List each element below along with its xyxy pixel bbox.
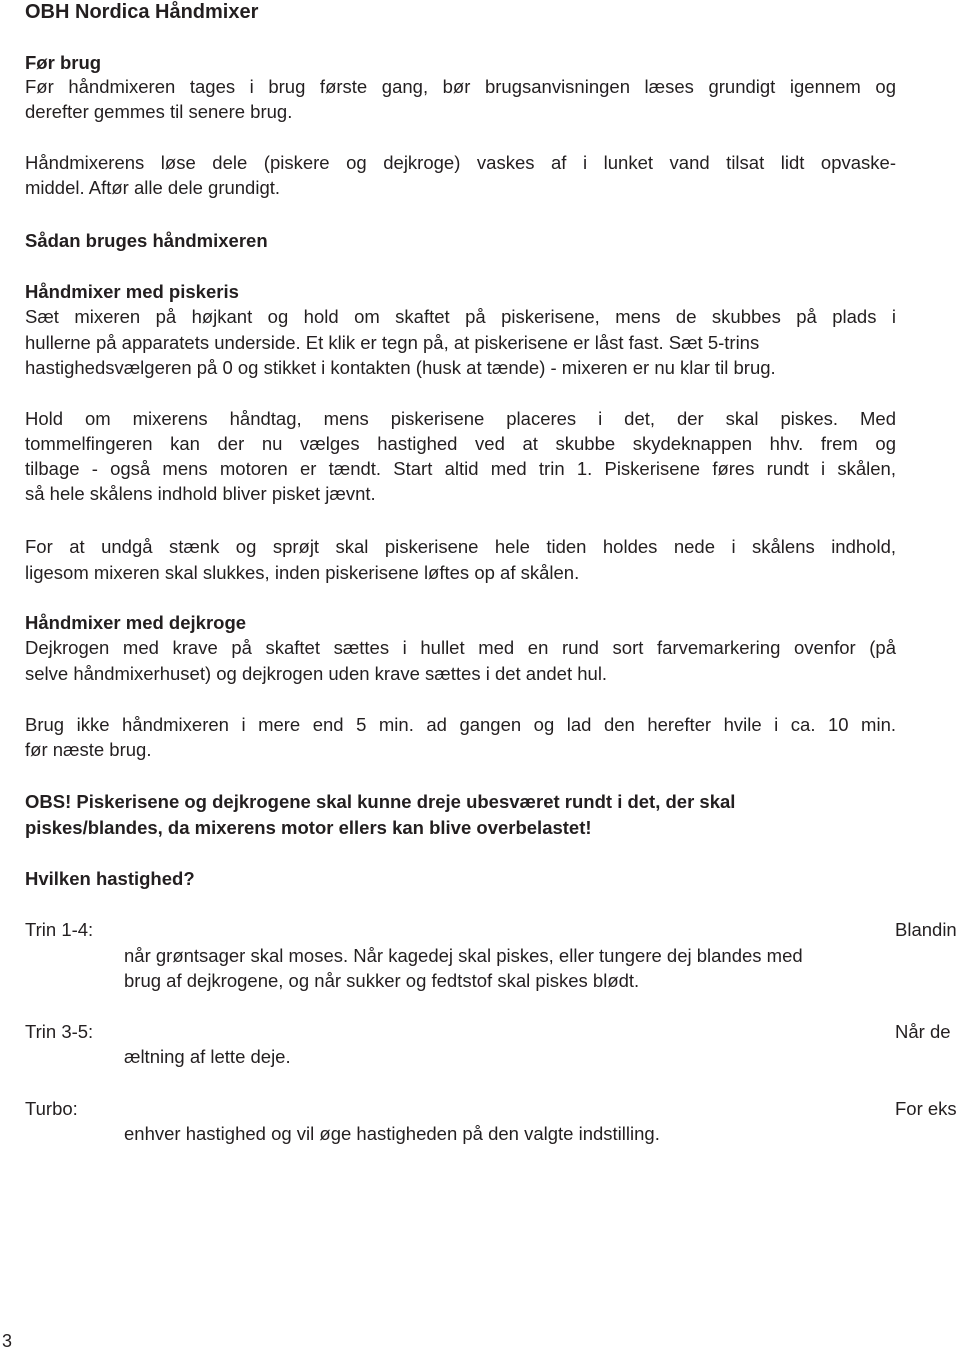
before-use-text: middel. Aftør alle dele grundigt. (25, 177, 281, 198)
speed-label: Trin 3-5: (25, 1021, 94, 1042)
whisk-text: Sæt mixeren på højkant og hold om skaftet på piskerisene, mens de skubbes på plads i (25, 306, 896, 327)
dough-heading: Håndmixer med dejkroge (25, 612, 247, 633)
before-use-text: Håndmixerens løse dele (piskere og dejkroge) vaskes af i lunket vand tilsat lidt opvaske- (25, 152, 896, 173)
speed-desc-clipped: Blandin (895, 919, 957, 940)
before-use-heading: Før brug (25, 52, 102, 73)
speed-desc: enhver hastighed og vil øge hastigheden på den valgte indstilling. (124, 1123, 660, 1144)
page-title: OBH Nordica Håndmixer (25, 1, 259, 23)
dough-text: Dejkrogen med krave på skaftet sættes i hullet med en rund sort farvemarkering ovenfor (på (25, 637, 896, 658)
speed-label: Turbo: (25, 1098, 78, 1119)
whisk-text: hastighedsvælgeren på 0 og stikket i kontakten (husk at tænde) - mixeren er nu klar til brug. (25, 357, 776, 378)
warning-text: piskes/blandes, da mixerens motor ellers kan blive overbelastet! (25, 817, 592, 838)
speed-label: Trin 1-4: (25, 919, 94, 940)
speed-desc: brug af dejkrogene, og når sukker og fedtstof skal piskes blødt. (124, 970, 640, 991)
warning-text: OBS! Piskerisene og dejkrogene skal kunne dreje ubesværet rundt i det, der skal (25, 791, 736, 812)
whisk-text: hullerne på apparatets underside. Et klik er tegn på, at piskerisene er låst fast. Sæt 5-trins (25, 332, 760, 353)
before-use-text: Før håndmixeren tages i brug første gang, bør brugsanvisningen læses grundigt igennem og (25, 76, 896, 97)
whisk-text: For at undgå stænk og sprøjt skal piskerisene hele tiden holdes nede i skålens indhold, (25, 536, 896, 557)
speed-desc-clipped: For eks (895, 1098, 957, 1119)
whisk-heading: Håndmixer med piskeris (25, 281, 239, 302)
dough-text: Brug ikke håndmixeren i mere end 5 min. ad gangen og lad den herefter hvile i ca. 10 min. (25, 714, 896, 735)
dough-text: før næste brug. (25, 739, 152, 760)
whisk-text: ligesom mixeren skal slukkes, inden piskerisene løftes op af skålen. (25, 562, 580, 583)
whisk-text: tilbage - også mens motoren er tændt. Start altid med trin 1. Piskerisene føres rundt i skålen, (25, 458, 896, 479)
usage-heading: Sådan bruges håndmixeren (25, 230, 268, 251)
speed-desc: når grøntsager skal moses. Når kagedej skal piskes, eller tungere dej blandes med (124, 945, 803, 966)
dough-text: selve håndmixerhuset) og dejkrogen uden krave sættes i det andet hul. (25, 663, 608, 684)
whisk-text: så hele skålens indhold bliver pisket jævnt. (25, 483, 376, 504)
before-use-text: derefter gemmes til senere brug. (25, 101, 293, 122)
page-number: 3 (2, 1331, 13, 1351)
whisk-text: Hold om mixerens håndtag, mens piskerisene placeres i det, der skal piskes. Med (25, 408, 896, 429)
whisk-text: tommelfingeren kan der nu vælges hastighed ved at skubbe skydeknappen hhv. frem og (25, 433, 896, 454)
speed-desc: æltning af lette deje. (124, 1046, 291, 1067)
speed-heading: Hvilken hastighed? (25, 868, 195, 889)
speed-desc-clipped: Når de (895, 1021, 951, 1042)
